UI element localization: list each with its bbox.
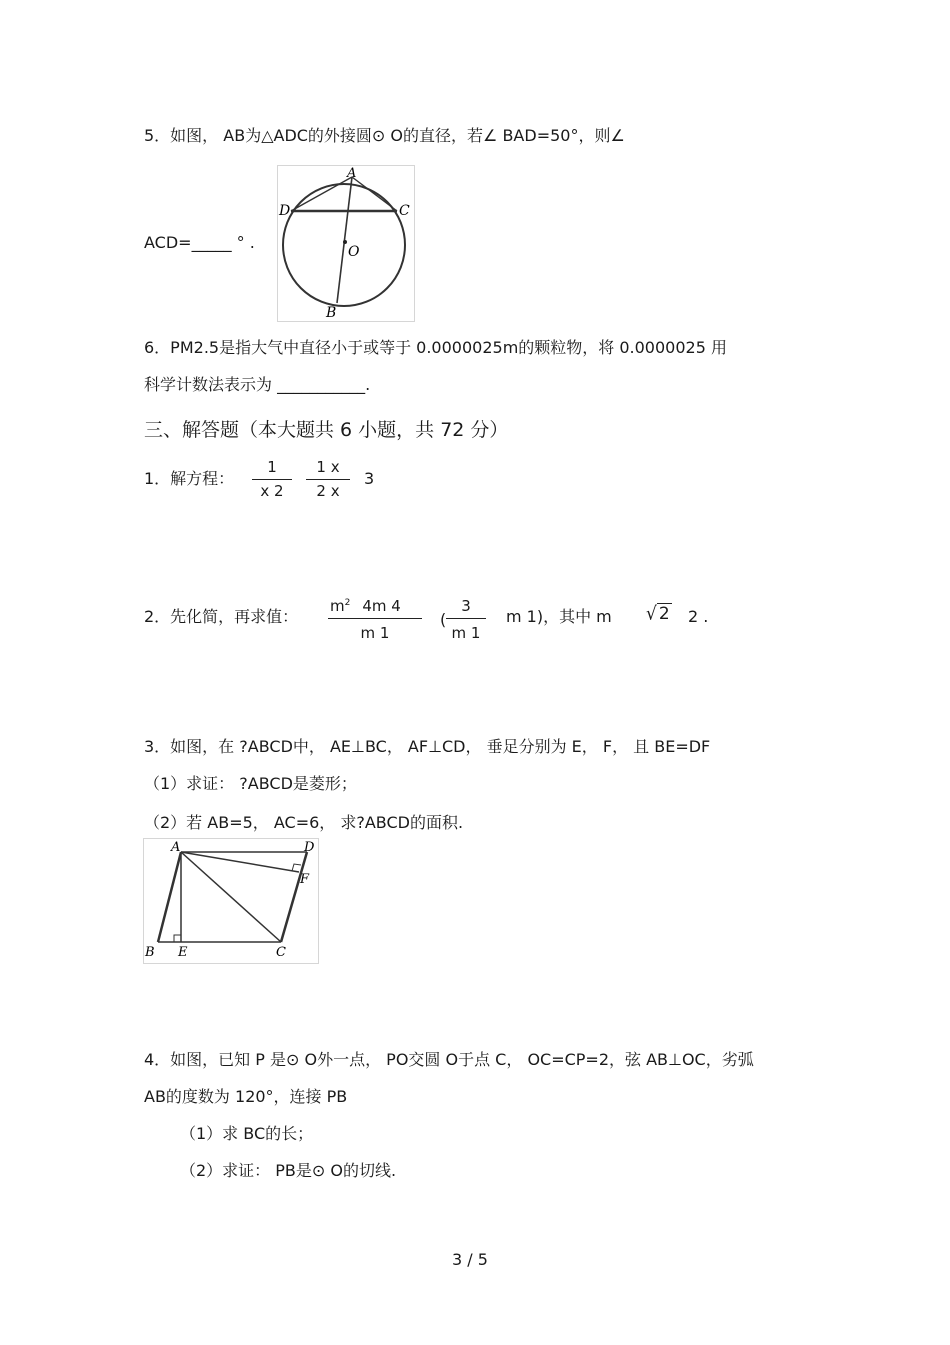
chord-da <box>291 177 352 211</box>
sqrt-icon: √ <box>646 603 657 625</box>
diameter-ab <box>337 177 352 303</box>
label-b: B <box>326 305 337 321</box>
q1-prefix: 1．解方程： <box>144 469 235 488</box>
q2-frac1-numerator <box>330 597 401 615</box>
q2-frac1-num-m: m <box>330 597 345 615</box>
q2-frac2-numerator: 3 <box>461 597 471 615</box>
q2-frac1-bar <box>328 618 422 619</box>
q1-frac2-bar <box>306 479 350 480</box>
chord-ac <box>352 177 397 211</box>
q2-frac1-num-sup: 2 <box>344 598 351 608</box>
q2-frac1-denominator: m 1 <box>360 624 390 642</box>
label-c: C <box>276 945 286 960</box>
side-ab <box>158 852 181 942</box>
q2-frac1-num-rest: 4m 4 <box>362 597 401 615</box>
q2-tail: 2 . <box>688 607 709 626</box>
q1-frac1-bar <box>252 479 292 480</box>
q4-line1: 4．如图，已知 P 是⊙ O外一点， PO交圆 O于点 C， OC=CP=2，弦 AB⊥OC，劣弧 <box>144 1050 754 1069</box>
parallelogram-figure <box>143 838 319 964</box>
problem6-line1: 6．PM2.5是指大气中直径小于或等于 0.0000025m的颗粒物，将 0.0000025 用 <box>144 338 727 357</box>
q3-line3: （2）若 AB=5， AC=6， 求?ABCD的面积. <box>144 813 464 832</box>
label-b: B <box>145 945 155 960</box>
page-number: 3 / 5 <box>452 1250 488 1269</box>
q1-frac2-denominator: 2 x <box>316 482 340 500</box>
label-o: O <box>348 244 360 260</box>
label-d: D <box>304 840 315 855</box>
q2-frac2-bar <box>446 618 486 619</box>
center-point <box>343 240 347 244</box>
q1-frac1-denominator: x 2 <box>260 482 284 500</box>
q4-line3: （1）求 BC的长； <box>180 1124 314 1143</box>
section-heading: 三、解答题（本大题共 6 小题，共 72 分） <box>144 419 509 441</box>
circle-figure <box>277 165 415 322</box>
diagonal-ac <box>181 852 281 942</box>
circle-diagram <box>278 166 414 321</box>
label-f: F <box>300 872 310 887</box>
right-angle-e <box>174 935 181 942</box>
problem6-line2: 科学计数法表示为 ___________. <box>144 375 371 394</box>
q2-mid: m 1)，其中 m <box>506 607 612 626</box>
label-c: C <box>399 203 410 219</box>
q3-line1: 3．如图，在 ?ABCD中， AE⊥BC， AF⊥CD， 垂足分别为 E， F， 且 BE=DF <box>144 737 711 756</box>
q3-line2: （1）求证： ?ABCD是菱形； <box>144 774 357 793</box>
q1-frac1-numerator: 1 <box>267 458 277 476</box>
q2-sqrt <box>646 604 672 624</box>
q4-line4: （2）求证： PB是⊙ O的切线. <box>180 1161 397 1180</box>
problem5-line1: 5．如图， AB为△ADC的外接圆⊙ O的直径，若∠ BAD=50°，则∠ <box>144 126 625 145</box>
label-e: E <box>178 945 188 960</box>
label-a: A <box>171 840 181 855</box>
problem5-line2: ACD=_____ ° . <box>144 233 255 252</box>
q2-prefix: 2．先化简，再求值： <box>144 607 299 626</box>
q1-tail: 3 <box>364 469 375 488</box>
q2-paren-open: ( <box>440 610 447 629</box>
label-a: A <box>347 166 357 181</box>
q4-line2: AB的度数为 120°，连接 PB <box>144 1087 348 1106</box>
label-d: D <box>279 203 291 219</box>
q2-frac2-denominator: m 1 <box>451 624 481 642</box>
parallelogram-diagram <box>144 839 318 963</box>
right-angle-f <box>292 864 301 871</box>
q2-sqrt-value: 2 <box>658 604 670 624</box>
q1-frac2-numerator: 1 x <box>316 458 340 476</box>
altitude-af <box>181 852 299 872</box>
